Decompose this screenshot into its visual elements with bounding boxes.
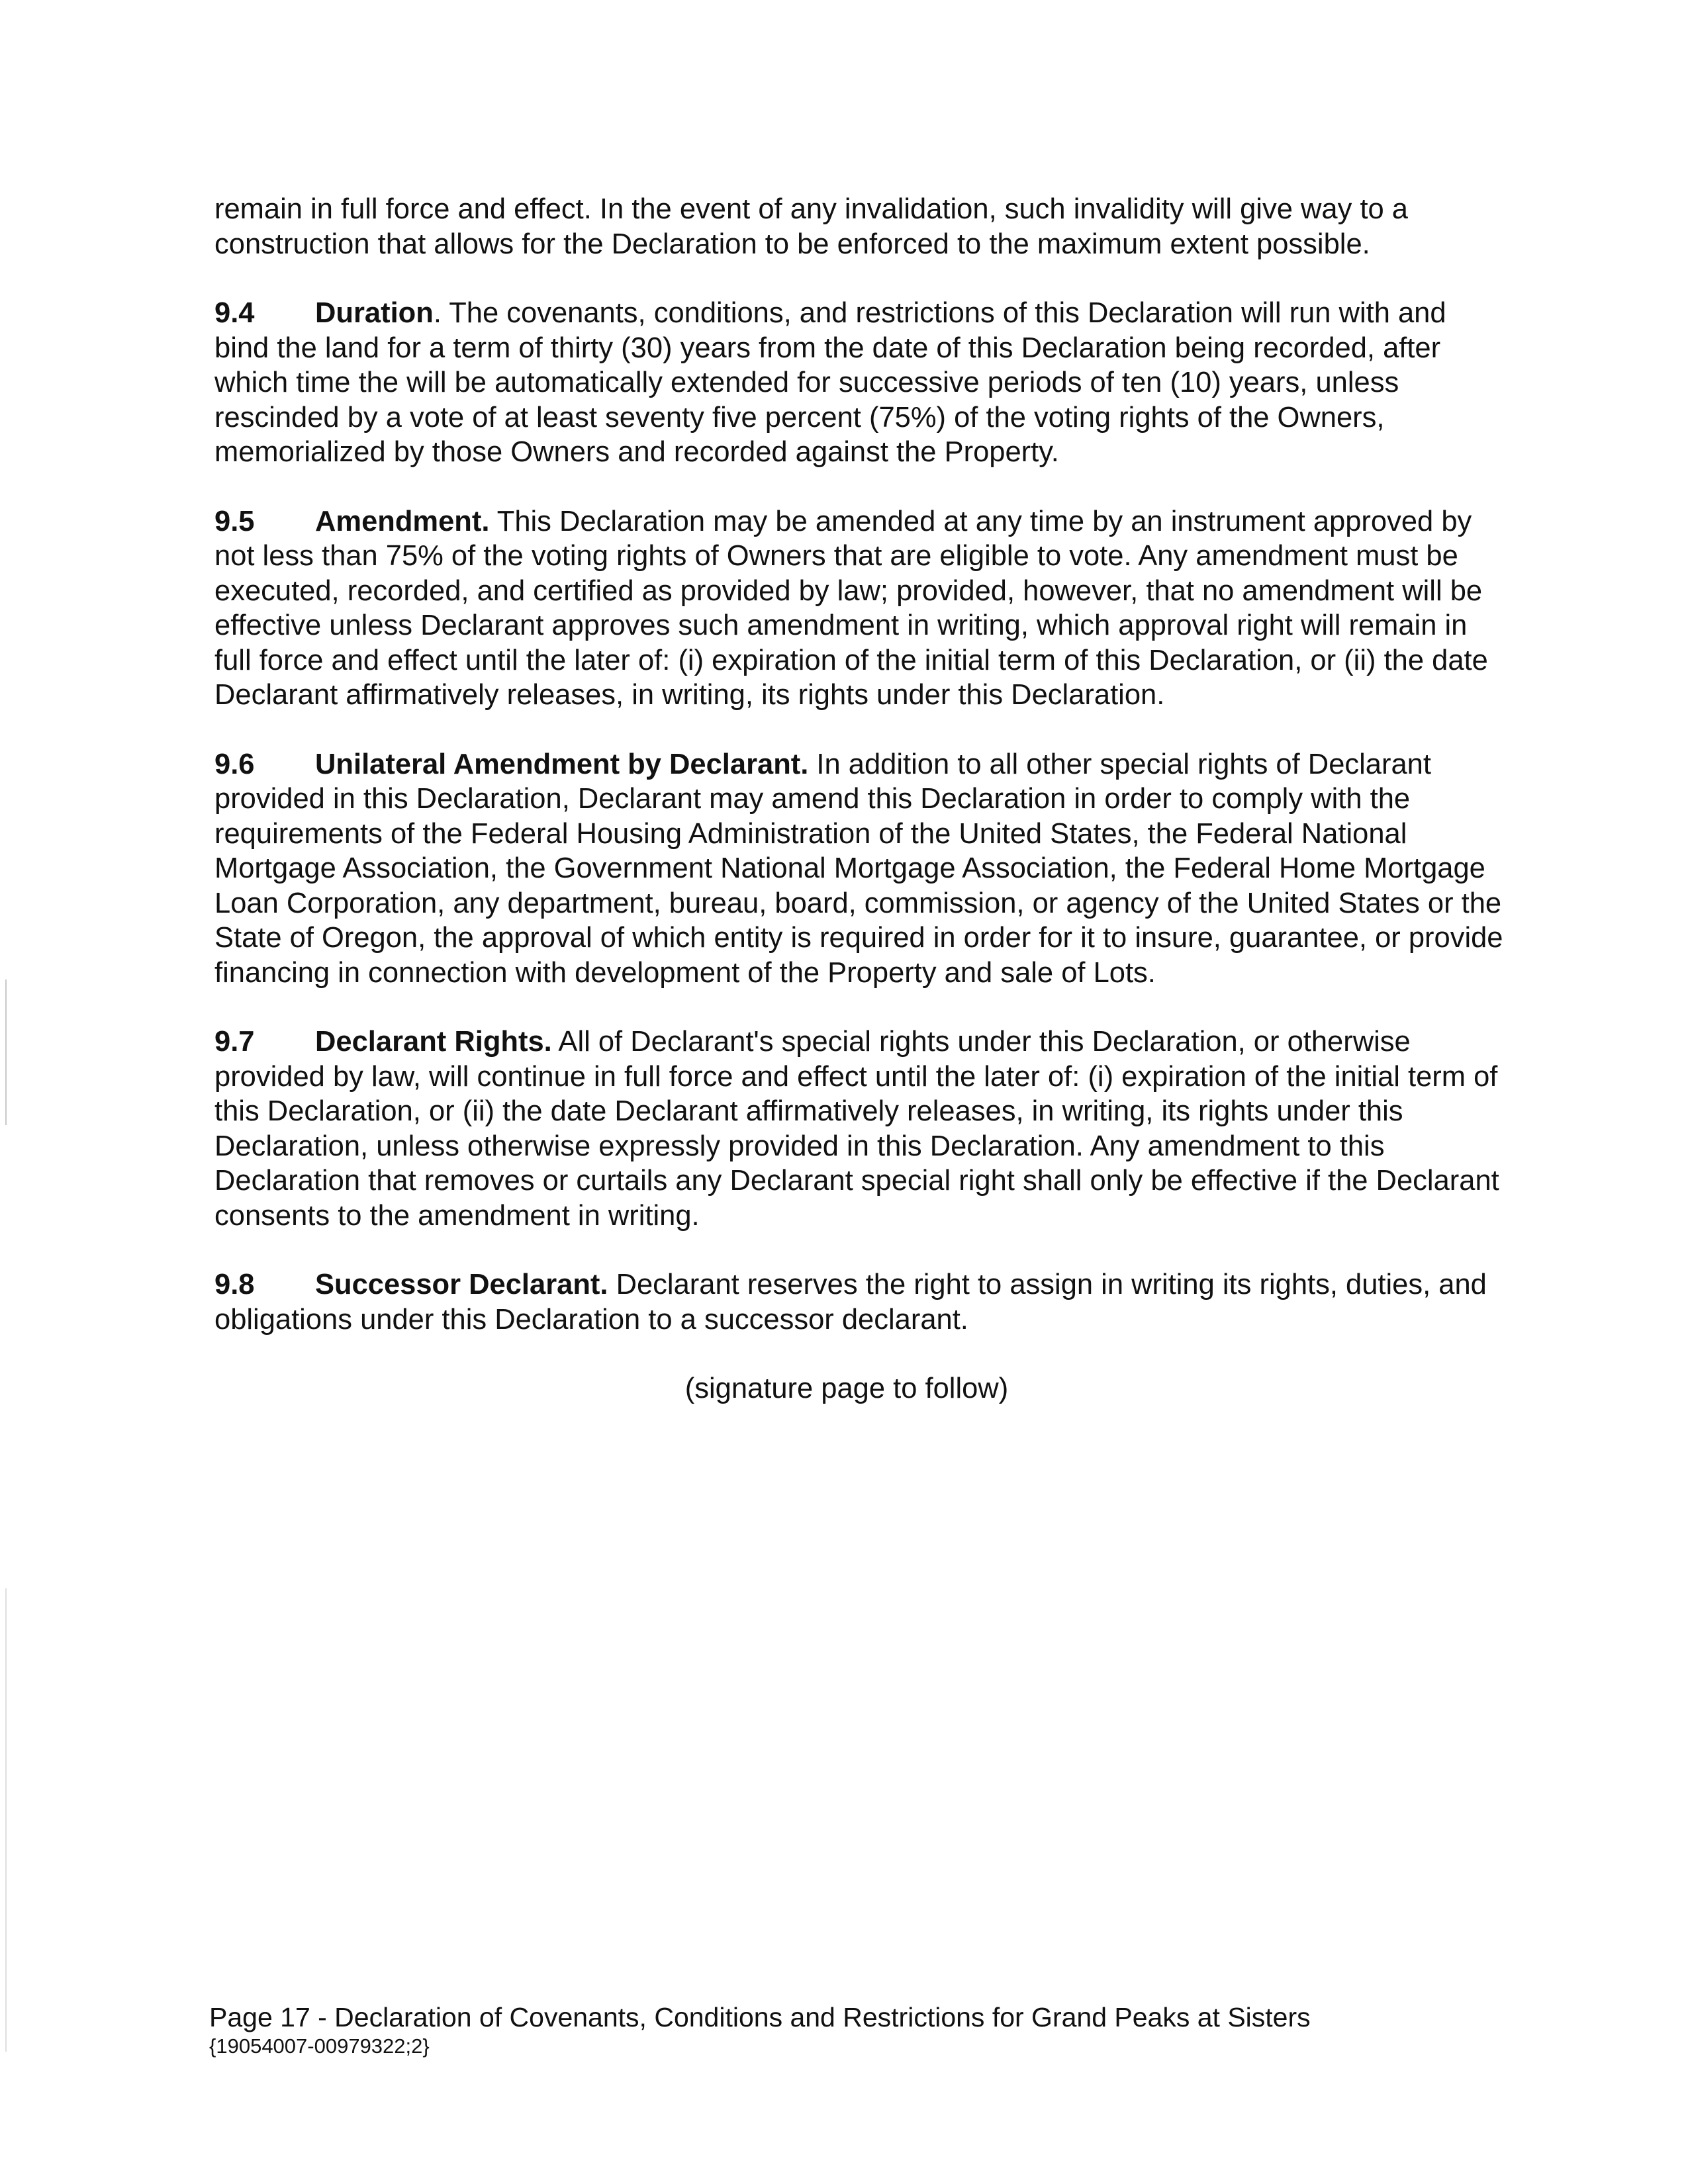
section-9-6 (214, 747, 1505, 991)
footer-page-title: Page 17 - Declaration of Covenants, Conditions and Restrictions for Grand Peaks at Sisters (209, 2002, 1311, 2032)
section-text: Declarant reserves the right to assign in writing its rights, duties, and obligations under this Declaration to a successor declarant. (214, 1269, 1487, 1336)
section-9-5 (214, 504, 1505, 713)
section-number: 9.6 (214, 748, 255, 780)
section-text: This Declaration may be amended at any time by an instrument approved by not less than 75% of the voting rights of Owners that are eligible to vote. Any amendment must be executed, recorded, and certified as provided by law; provided, however, that no amendment will be effective unless Declarant approves such amendment in writing, which approval right will remain in full force and effect until the later of: (i) expiration of the initial term of this Declaration, or (ii) the date Declarant affirmatively releases, in writing, its rights under this Declaration. (214, 505, 1488, 711)
section-number: 9.8 (214, 1269, 255, 1300)
document-id: {19054007-00979322;2} (209, 2034, 430, 2058)
section-text: In addition to all other special rights of Declarant provided in this Declaration, Declarant may amend this Declaration in order to comply with the requirements of the Federal Housing Administration of the United States, the Federal National Mortgage Association, the Government National Mortgage Association, the Federal Home Mortgage Loan Corporation, any department, bureau, board, commission, or agency of the United States or the State of Oregon, the approval of which entity is required in order for it to insure, guarantee, or provide financing in connection with development of the Property and sale of Lots. (214, 748, 1503, 989)
section-9-8 (214, 1267, 1505, 1337)
section-title: Declarant Rights. (315, 1026, 552, 1058)
document-body (214, 192, 1505, 1406)
paragraph-continuation (214, 192, 1505, 261)
section-title: Successor Declarant. (315, 1269, 608, 1300)
section-title: Duration (315, 297, 434, 329)
section-9-4 (214, 296, 1505, 470)
section-text: All of Declarant's special rights under this Declaration, or otherwise provided by law, will continue in full force and effect until the later of: (i) expiration of the initial term of this Declaration, or (ii) the date Declarant affirmatively releases, in writing, its rights under this Declaration, unless otherwise expressly provided in this Declaration. Any amendment to this Declaration that removes or curtails any Declarant special right shall only be effective if the Declarant consents to the amendment in writing. (214, 1026, 1499, 1232)
section-number: 9.7 (214, 1026, 255, 1058)
section-number: 9.4 (214, 297, 255, 329)
section-number: 9.5 (214, 505, 255, 537)
paragraph-text: remain in full force and effect. In the event of any invalidation, such invalidity will give way to a construction that allows for the Declaration to be enforced to the maximum extent possible. (214, 193, 1408, 260)
section-9-7 (214, 1024, 1505, 1233)
page-footer (209, 2001, 1467, 2060)
section-title: Amendment. (315, 505, 490, 537)
signature-note: (signature page to follow) (684, 1373, 1009, 1404)
scan-edge-mark (5, 1588, 7, 2052)
section-title: Unilateral Amendment by Declarant. (315, 748, 809, 780)
scan-edge-mark (5, 979, 7, 1125)
section-text: . The covenants, conditions, and restrictions of this Declaration will run with and bind the land for a term of thirty (30) years from the date of this Declaration being recorded, after which time the will be automatically extended for successive periods of ten (10) years, unless rescinded by a vote of at least seventy five percent (75%) of the voting rights of the Owners, memorialized by those Owners and recorded against the Property. (214, 297, 1446, 468)
